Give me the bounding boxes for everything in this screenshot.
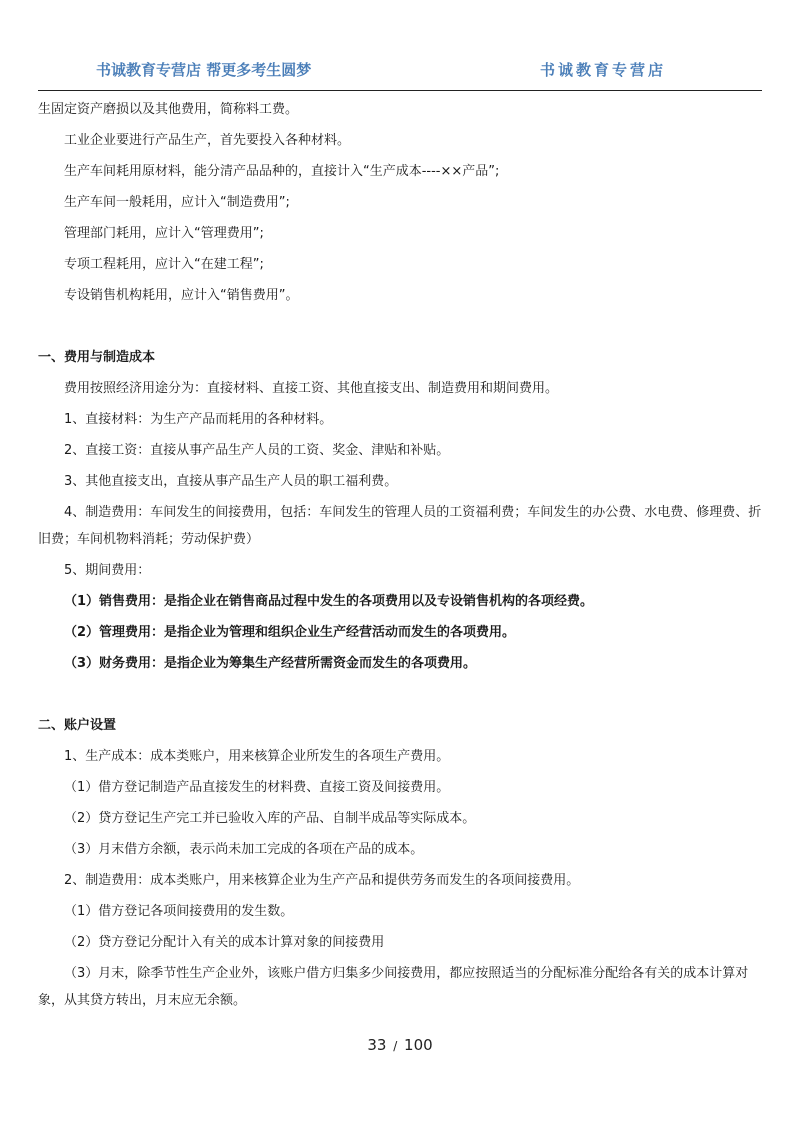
- body-line: 管理部门耗用，应计入“管理费用”;: [64, 226, 264, 241]
- body-line: （1）借方登记制造产品直接发生的材料费、直接工资及间接费用。: [64, 780, 450, 795]
- body-line: 费用按照经济用途分为：直接材料、直接工资、其他直接支出、制造费用和期间费用。: [64, 381, 559, 396]
- body-line: 5、期间费用：: [64, 563, 151, 578]
- page-separator: /: [393, 1039, 398, 1053]
- page-total: 100: [404, 1036, 433, 1054]
- body-line: 生产车间耗用原材料，能分清产品品种的，直接计入“生产成本----××产品”;: [64, 164, 500, 179]
- body-line: 专设销售机构耗用，应计入“销售费用”。: [64, 288, 299, 303]
- body-line: 1、直接材料：为生产产品而耗用的各种材料。: [64, 412, 333, 427]
- body-line: （2）贷方登记生产完工并已验收入库的产品、自制半成品等实际成本。: [64, 811, 476, 826]
- section-heading: 一、费用与制造成本: [38, 350, 156, 365]
- body-line: 生产车间一般耗用，应计入“制造费用”;: [64, 195, 290, 210]
- body-line-bold: （3）财务费用：是指企业为筹集生产经营所需资金而发生的各项费用。: [64, 656, 477, 671]
- section-heading: 二、账户设置: [38, 718, 117, 733]
- body-line: 2、直接工资：直接从事产品生产人员的工资、奖金、津贴和补贴。: [64, 443, 450, 458]
- body-line: （2）贷方登记分配计入有关的成本计算对象的间接费用: [64, 935, 385, 950]
- body-line-bold: （1）销售费用：是指企业在销售商品过程中发生的各项费用以及专设销售机构的各项经费。: [64, 594, 594, 609]
- body-line: 3、其他直接支出，直接从事产品生产人员的职工福利费。: [64, 474, 398, 489]
- header-left-text: 书诚教育专营店 帮更多考生圆梦: [96, 61, 312, 79]
- body-line-bold: （2）管理费用：是指企业为管理和组织企业生产经营活动而发生的各项费用。: [64, 625, 516, 640]
- body-line: 专项工程耗用，应计入“在建工程”;: [64, 257, 264, 272]
- page-current: 33: [367, 1036, 387, 1054]
- body-line: （1）借方登记各项间接费用的发生数。: [64, 904, 294, 919]
- body-line: 4、制造费用：车间发生的间接费用，包括：车间发生的管理人员的工资福利费；车间发生的办公费、水电费、修理费、折旧费；车间机物料消耗；劳动保护费）: [38, 505, 762, 547]
- header-right-text: 书诚教育专营店: [540, 61, 667, 79]
- body-line: （3）月末，除季节性生产企业外，该账户借方归集多少间接费用，都应按照适当的分配标准分配给各有关的成本计算对象，从其贷方转出，月末应无余额。: [38, 966, 749, 1008]
- page-number: [0, 1036, 800, 1054]
- body-line: 工业企业要进行产品生产，首先要投入各种材料。: [64, 133, 351, 148]
- body-line: 生固定资产磨损以及其他费用，简称料工费。: [38, 102, 299, 117]
- body-line: 2、制造费用：成本类账户，用来核算企业为生产产品和提供劳务而发生的各项间接费用。: [64, 873, 580, 888]
- body-line: （3）月末借方余额，表示尚未加工完成的各项在产品的成本。: [64, 842, 424, 857]
- body-line: 1、生产成本：成本类账户，用来核算企业所发生的各项生产费用。: [64, 749, 450, 764]
- page-header: [38, 54, 762, 91]
- document-body: [38, 94, 766, 1016]
